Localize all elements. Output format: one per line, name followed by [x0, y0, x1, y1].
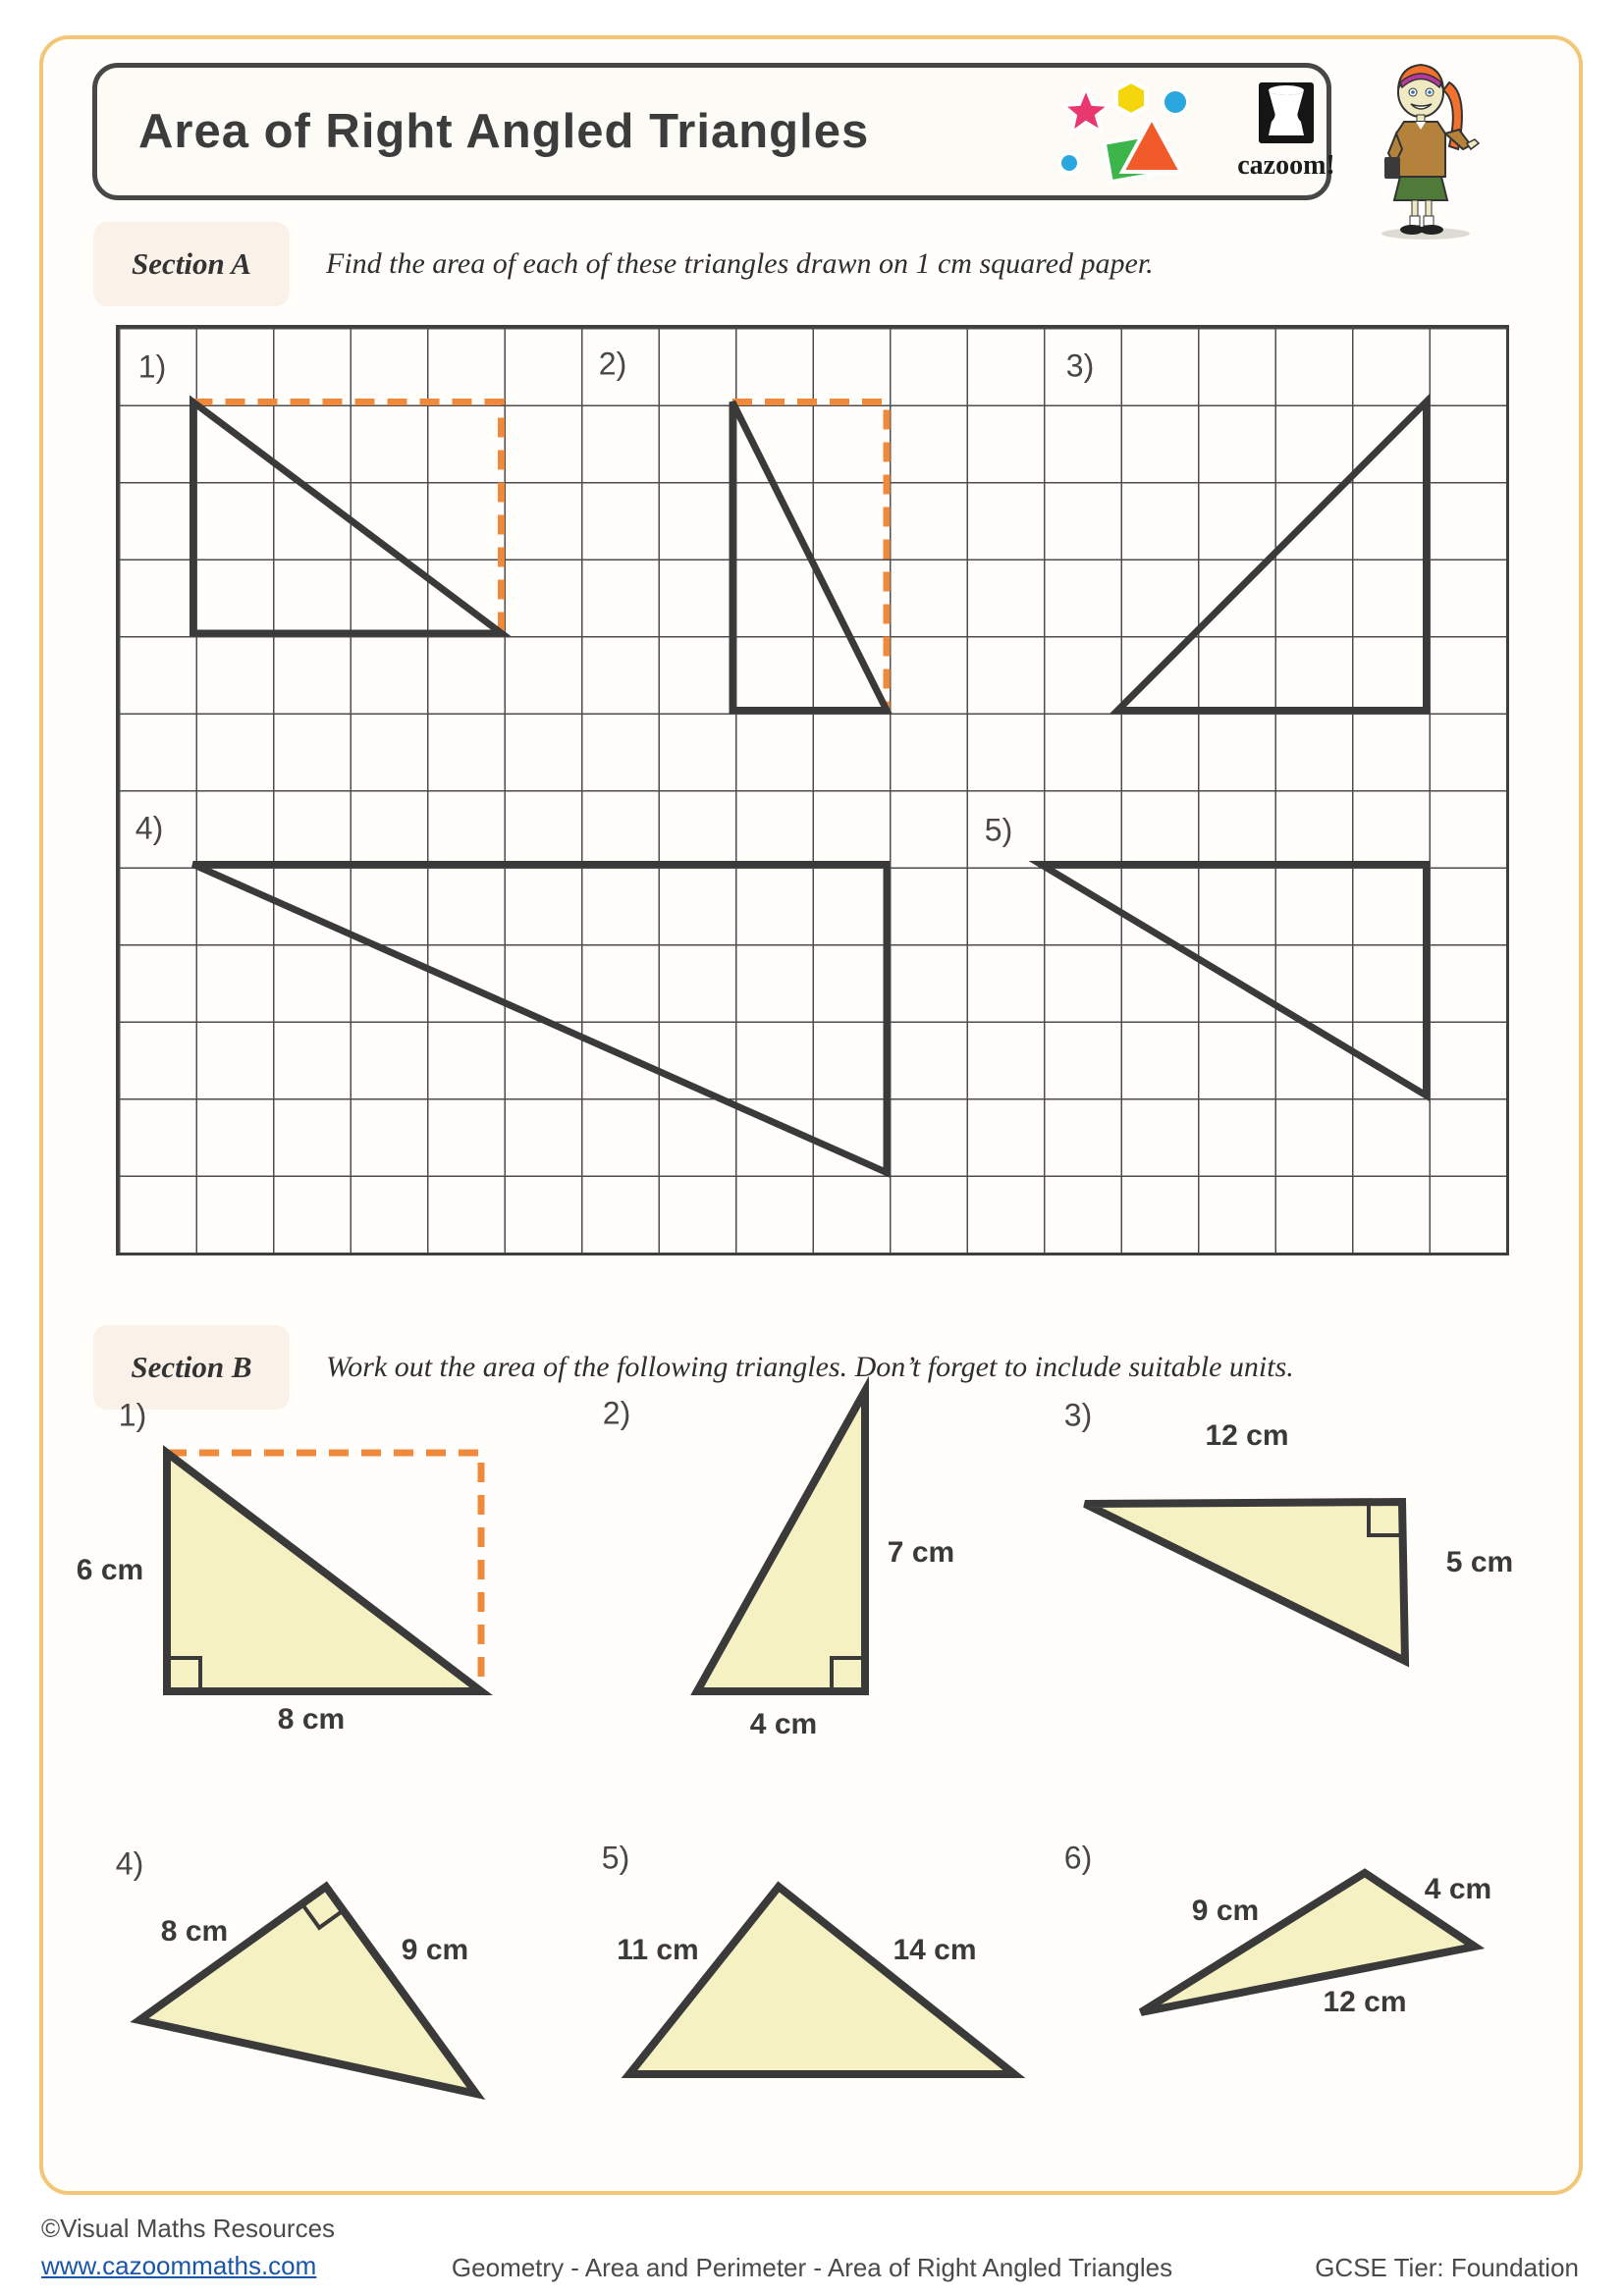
dim-b5-side2: 14 cm	[893, 1934, 977, 1966]
section-a-instruction: Find the area of each of these triangles drawn on 1 cm squared paper.	[326, 247, 1154, 280]
question-label-a2: 2)	[598, 346, 627, 382]
footer-copyright: ©Visual Maths Resources	[41, 2214, 336, 2243]
question-label-a5: 5)	[984, 812, 1013, 848]
shapes-cluster-icon	[1058, 79, 1206, 194]
dim-b2-base: 4 cm	[749, 1708, 818, 1740]
triangle-a3	[1118, 402, 1427, 711]
question-label-a1: 1)	[137, 348, 167, 385]
hexagon-icon	[1116, 81, 1146, 115]
question-label-a4: 4)	[135, 810, 164, 846]
question-label-b6: 6)	[1063, 1840, 1093, 1876]
dim-b6-side1: 9 cm	[1191, 1895, 1260, 1927]
question-label-b4: 4)	[115, 1845, 144, 1882]
circle-icon	[1163, 89, 1188, 115]
dim-b4-side2: 9 cm	[401, 1934, 469, 1966]
dim-b2-height: 7 cm	[887, 1536, 955, 1569]
star-icon	[1062, 87, 1110, 133]
question-label-b5: 5)	[601, 1840, 630, 1876]
cazoom-logo	[1222, 82, 1350, 182]
triangle-a4	[193, 865, 888, 1173]
section-a-badge: Section A	[93, 222, 290, 306]
footer-tier: GCSE Tier: Foundation	[1315, 2253, 1579, 2282]
dim-b6-side2: 4 cm	[1424, 1873, 1492, 1905]
drum-icon	[1259, 82, 1314, 143]
circle-small-icon	[1059, 153, 1079, 173]
section-a-triangles-drawing	[116, 325, 1503, 1250]
dim-b1-base: 8 cm	[277, 1703, 346, 1735]
section-b-instruction: Work out the area of the following triangles. Don’t forget to include suitable units.	[326, 1351, 1294, 1383]
dim-b6-base: 12 cm	[1323, 1986, 1407, 2018]
triangle-b3	[1085, 1502, 1405, 1661]
triangle-a5	[1041, 865, 1427, 1096]
triangle-b5	[629, 1887, 1014, 2074]
triangle-b3-drawing	[1065, 1477, 1434, 1683]
triangle-b5-drawing	[609, 1865, 1041, 2096]
dim-b5-side1: 11 cm	[617, 1934, 699, 1966]
question-label-b3: 3)	[1063, 1397, 1093, 1433]
dim-b1-height: 6 cm	[76, 1554, 144, 1586]
triangle-a2	[732, 402, 887, 711]
teacher-character-icon	[1365, 55, 1492, 241]
triangle-a1	[193, 402, 502, 634]
section-b-badge: Section B	[93, 1325, 290, 1410]
triangle-b4-drawing	[118, 1855, 501, 2120]
question-label-b1: 1)	[118, 1397, 147, 1433]
brand-name: cazoom!	[1237, 150, 1335, 181]
dim-b4-side1: 8 cm	[160, 1915, 229, 1948]
triangle-b2-drawing	[677, 1374, 893, 1713]
question-label-a3: 3)	[1065, 347, 1095, 384]
question-label-b2: 2)	[602, 1395, 631, 1431]
page-title: Area of Right Angled Triangles	[138, 105, 870, 158]
footer-website-link[interactable]: www.cazoommaths.com	[41, 2251, 317, 2280]
dim-b3-base: 12 cm	[1205, 1419, 1289, 1452]
triangle-b1	[167, 1453, 481, 1691]
footer-subject: Geometry - Area and Perimeter - Area of Right Angled Triangles	[451, 2253, 1173, 2282]
triangle-b2	[697, 1391, 865, 1691]
dim-b3-height: 5 cm	[1445, 1546, 1514, 1578]
triangle-b1-drawing	[147, 1433, 511, 1728]
